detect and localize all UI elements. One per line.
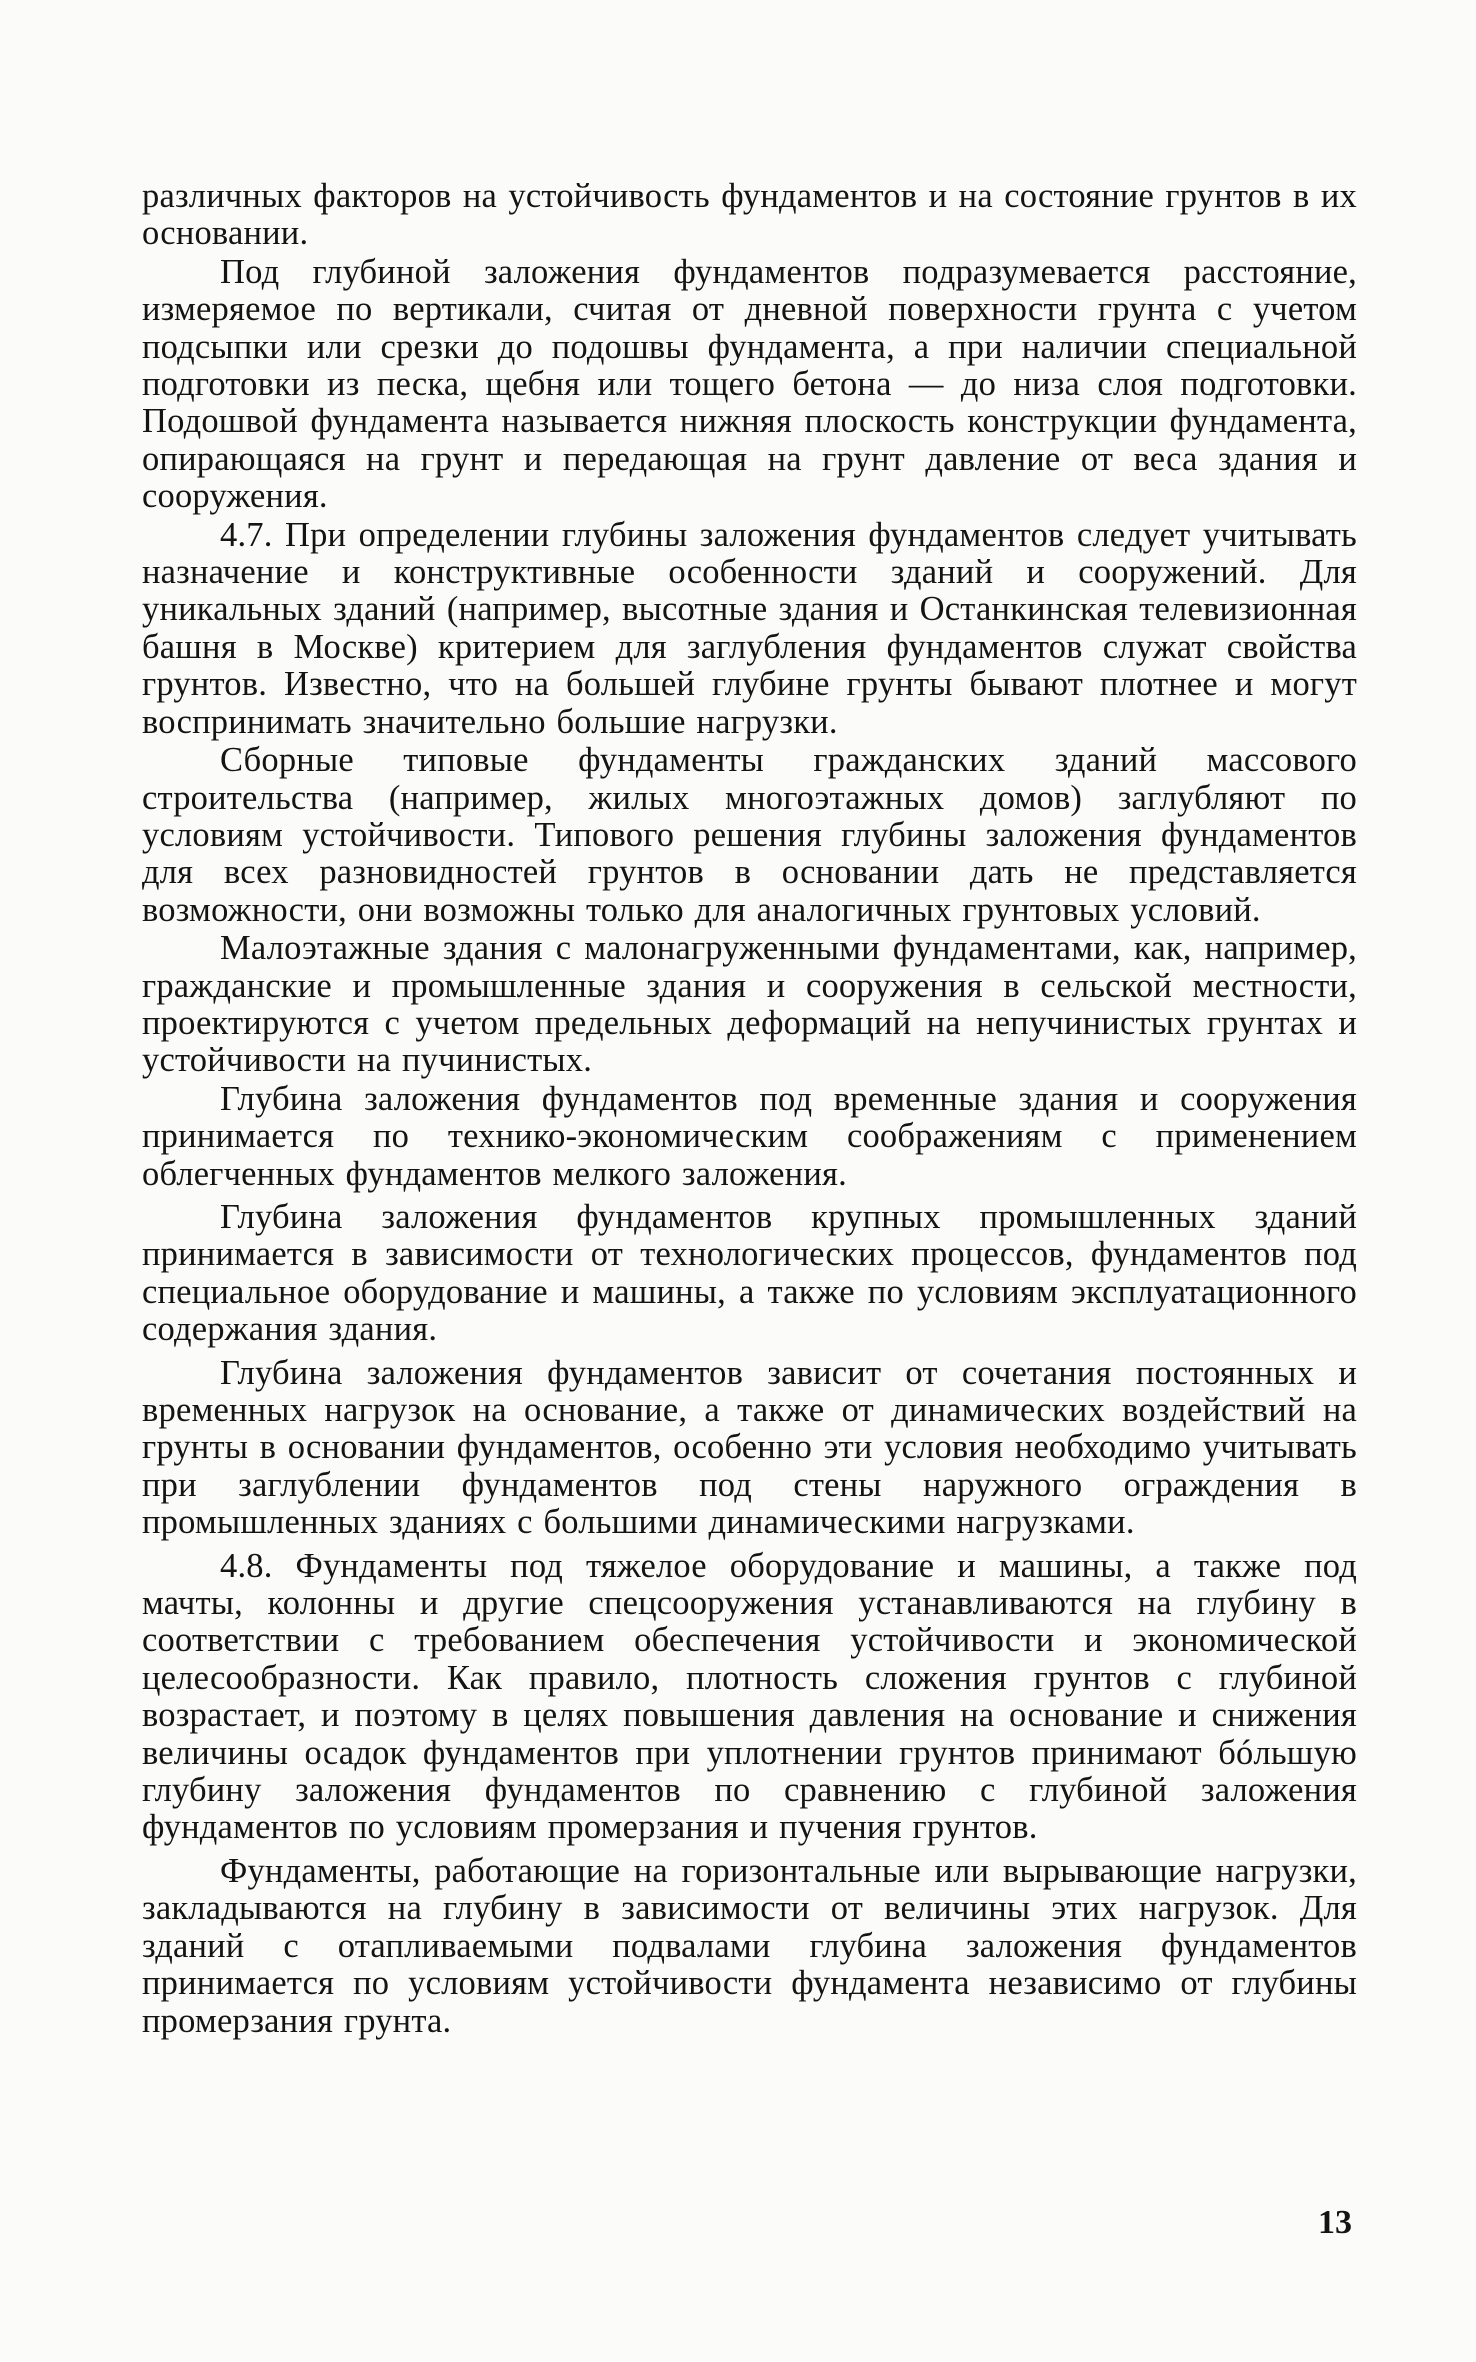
body-text [142,178,1357,2041]
paragraph-continuation: различных факторов на устойчивость фундаментов и на состояние грунтов в их основании. [142,177,1357,253]
paragraph-prefab-foundations: Сборные типовые фундаменты гражданских зданий массового строительства (например, жилых многоэтажных домов) заглубляют по условиям устойчивости. Типового решения глубины заложения фундаментов для всех разновидностей грунтов в основании дать не представляется возможности, они возможны только для аналогичных грунтовых условий. [142,741,1357,929]
paragraph-temporary-buildings: Глубина заложения фундаментов под временные здания и сооружения принимается по технико-экономическим соображениям с применением облегченных фундаментов мелкого заложения. [142,1079,1357,1193]
paragraph-section-4-8: 4.8. Фундаменты под тяжелое оборудование и машины, а также под мачты, колонны и другие спецсооружения устанавливаются на глубину в соответствии с требованием обеспечения устойчивости и экономической целесообразности. Как правило, плотность сложения грунтов с глубиной возрастает, и поэтому в целях повышения давления на основание и снижения величины осадок фундаментов при уплотнении грунтов принимают бóльшую глубину заложения фундаментов по сравнению с глубиной заложения фундаментов по условиям промерзания и пучения грунтов. [142,1546,1357,1847]
paragraph-industrial-buildings: Глубина заложения фундаментов крупных промышленных зданий принимается в зависимости от технологических процессов, фундаментов под специальное оборудование и машины, а также по условиям эксплуатационного содержания здания. [142,1197,1357,1349]
paragraph-horizontal-loads: Фундаменты, работающие на горизонтальные или вырывающие нагрузки, закладываются на глубину в зависимости от величины этих нагрузок. Для зданий с отапливаемыми подвалами глубина заложения фундаментов принимается по условиям устойчивости фундамента независимо от глубины промерзания грунта. [142,1851,1357,2040]
paragraph-section-4-7: 4.7. При определении глубины заложения фундаментов следует учитывать назначение и конструктивные особенности зданий и сооружений. Для уникальных зданий (например, высотные здания и Останкинская телевизионная башня в Москве) критерием для заглубления фундаментов служат свойства грунтов. Известно, что на большей глубине грунты бывают плотнее и могут воспринимать значительно большие нагрузки. [142,515,1357,741]
paragraph-load-combinations: Глубина заложения фундаментов зависит от сочетания постоянных и временных нагрузок на основание, а также от динамических воздействий на грунты в основании фундаментов, особенно эти условия необходимо учитывать при заглублении фундаментов под стены наружного ограждения в промышленных зданиях с большими динамическими нагрузками. [142,1353,1357,1542]
paragraph-low-rise-buildings: Малоэтажные здания с малонагруженными фундаментами, как, например, гражданские и промышленные здания и сооружения в сельской местности, проектируются с учетом предельных деформаций на непучинистых грунтах и устойчивости на пучинистых. [142,929,1357,1080]
paragraph-depth-definition: Под глубиной заложения фундаментов подразумевается расстояние, измеряемое по вертикали, считая от дневной поверхности грунта с учетом подсыпки или срезки до подошвы фундамента, а при наличии специальной подготовки из песка, щебня или тощего бетона — до низа слоя подготовки. Подошвой фундамента называется нижняя плоскость конструкции фундамента, опирающаяся на грунт и передающая на грунт давление от веса здания и сооружения. [142,252,1357,516]
page-number: 13 [1318,2204,1352,2241]
